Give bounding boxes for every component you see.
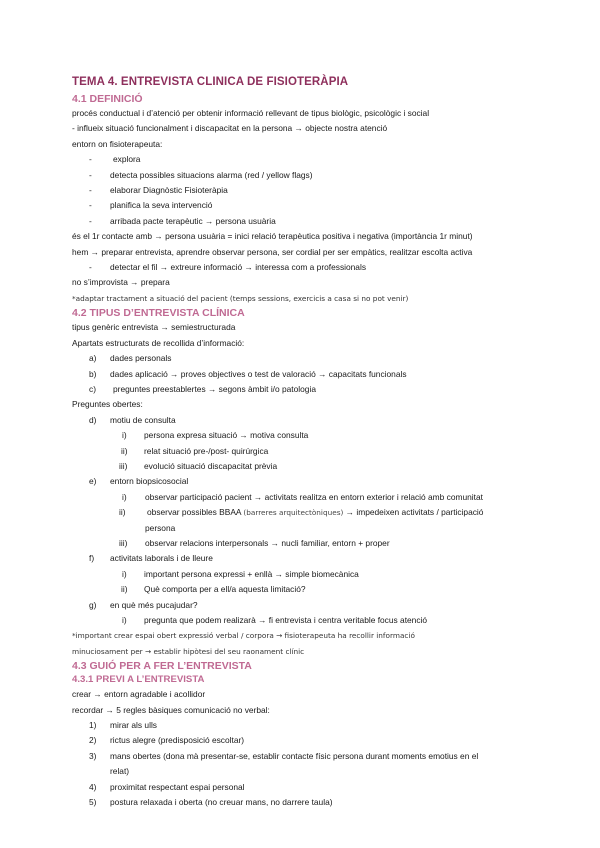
sub-list-item	[72, 613, 560, 628]
list-item-text: relat situació pre-/post- quirúrgica	[144, 445, 269, 456]
list-item	[72, 382, 560, 397]
list-item	[72, 718, 560, 733]
list-item-aside: (barreres arquitectòniques)	[243, 508, 344, 518]
list-item	[72, 183, 560, 198]
list-item-text: motiu de consulta	[110, 414, 176, 425]
list-item-text: rictus alegre (predisposició escoltar)	[110, 735, 245, 746]
list-marker: d)	[89, 414, 97, 425]
list-marker: 5)	[89, 797, 97, 808]
list-marker: e)	[89, 476, 97, 487]
list-marker: i)	[122, 568, 127, 579]
list-marker: ii)	[121, 445, 128, 456]
list-item-text: dades aplicació → proves objectives o test de valoració → capacitats funcionals	[110, 368, 407, 379]
list-marker: -	[89, 262, 92, 273]
sub-list-item	[72, 505, 560, 520]
list-item	[72, 168, 560, 183]
list-item-text: dades personals	[110, 353, 172, 364]
list-item-text: proximitat respectant espai personal	[110, 781, 245, 792]
list-item	[72, 598, 560, 613]
subsection-heading-previ: 4.3.1 PREVI A L’ENTREVISTA	[72, 674, 205, 686]
list-item-text: postura relaxada i oberta (no creuar mans, no darrere taula)	[110, 797, 333, 808]
list-item-text: detectar el fil → extreure informació → interessa com a professionals	[110, 262, 367, 273]
text-line: entorn on fisioterapeuta:	[72, 138, 163, 149]
list-item	[72, 413, 560, 428]
list-marker: -	[89, 200, 92, 211]
list-marker: iii)	[119, 460, 128, 471]
list-item-text: entorn biopsicosocial	[110, 476, 189, 487]
list-item-text: observar relacions interpersonals → nucli familiar, entorn + proper	[145, 537, 390, 548]
list-item-text: mirar als ulls	[110, 720, 157, 731]
list-item-text: explora	[113, 154, 141, 165]
list-item-text: pregunta que podem realizarà → fi entrevista i centra veritable focus atenció	[144, 615, 428, 625]
sub-list-item	[72, 567, 560, 582]
handwritten-note: minuciosament per → establir hipòtesi del seu raonament clínic	[72, 646, 305, 656]
list-marker: f)	[89, 553, 95, 564]
sub-list-item-continuation: persona	[145, 522, 176, 533]
list-item-continuation	[72, 764, 560, 779]
list-item	[72, 367, 560, 382]
list-item-text: arribada pacte terapèutic → persona usuària	[110, 215, 276, 226]
sub-list-item	[72, 459, 560, 474]
text-line: hem → preparar entrevista, aprendre observar persona, ser cordial per ser empàtics, realitzar escolta activa	[72, 246, 473, 257]
text-line: Preguntes obertes:	[72, 399, 143, 410]
text-line: recordar → 5 regles bàsiques comunicació no verbal:	[72, 704, 270, 715]
list-marker: ii)	[119, 507, 126, 518]
text-line: no s’improvista → prepara	[72, 277, 170, 288]
list-marker: c)	[89, 383, 96, 394]
list-marker: iii)	[119, 537, 128, 548]
list-item	[72, 780, 560, 795]
list-item-text: observar participació pacient → activitats realitza en entorn exterior i relació amb comunitat	[145, 491, 483, 502]
list-item-text: Què comporta per a ell/a aquesta limitació?	[144, 584, 306, 595]
list-marker: -	[89, 185, 92, 196]
list-marker: -	[89, 154, 92, 165]
list-item	[72, 198, 560, 213]
text-line: procés conductual i d’atenció per obtenir informació rellevant de tipus biològic, psicològic i social	[72, 108, 430, 118]
list-marker: ii)	[121, 584, 128, 595]
text-line: crear → entorn agradable i acollidor	[72, 689, 206, 700]
list-marker: -	[89, 169, 92, 180]
list-item	[72, 551, 560, 566]
list-item	[72, 351, 560, 366]
list-item-text: planifica la seva intervenció	[110, 200, 213, 211]
list-item-text: mans obertes (dona mà presentar-se, establir contacte físic persona durant moments emotius en el	[110, 750, 479, 761]
section-heading-tipus: 4.2 TIPUS D’ENTREVISTA CLÍNICA	[72, 307, 245, 320]
list-marker: 3)	[89, 750, 97, 761]
handwritten-note: *important crear espai obert expressió verbal / corpora → fisioterapeuta ha recollir informació	[72, 631, 415, 641]
sub-list-item	[72, 490, 560, 505]
list-item-text: elaborar Diagnòstic Fisioteràpia	[110, 185, 228, 196]
list-item-text: activitats laborals i de lleure	[110, 553, 213, 564]
section-heading-definicio: 4.1 DEFINICIÓ	[72, 93, 143, 105]
list-item-text: relat)	[110, 766, 130, 777]
list-marker: 4)	[89, 781, 97, 792]
handwritten-note: *adaptar tractament a situació del pacient (temps sessions, exercicis a casa si no pot venir)	[72, 293, 409, 303]
list-item-text: en què més pucajudar?	[110, 599, 198, 610]
text-line: és el 1r contacte amb → persona usuària = inici relació terapèutica positiva i negativa (importància 1r minut)	[72, 231, 473, 242]
list-marker: 1)	[89, 720, 97, 731]
list-item-text: observar possibles BBAA	[147, 507, 242, 518]
list-marker: i)	[122, 430, 127, 441]
list-item	[72, 214, 560, 229]
text-line: tipus genèric entrevista → semiestructurada	[72, 322, 236, 333]
list-item-text: preguntes preestablertes → segons àmbit i/o patologia	[113, 383, 316, 394]
sub-list-item	[72, 582, 560, 597]
list-item-text: important persona expressi + enllà → simple biomecànica	[144, 568, 359, 579]
list-item	[72, 733, 560, 748]
list-item	[72, 260, 560, 275]
list-item-text: → impedeixen activitats / participació	[345, 507, 484, 518]
list-marker: -	[89, 215, 92, 226]
list-marker: 2)	[89, 735, 97, 746]
list-item	[72, 474, 560, 489]
list-marker: i)	[122, 615, 127, 625]
list-item	[72, 795, 560, 810]
sub-list-item	[72, 536, 560, 551]
list-item	[72, 152, 560, 167]
document-page	[72, 76, 560, 810]
document-title: TEMA 4. ENTREVISTA CLINICA DE FISIOTERÀPIA	[72, 76, 349, 88]
text-line: - influeix situació funcionalment i discapacitat en la persona → objecte nostra atenció	[72, 123, 388, 134]
text-line: Apartats estructurats de recollida d’informació:	[72, 337, 245, 348]
list-item-text: detecta possibles situacions alarma (red / yellow flags)	[110, 169, 313, 180]
list-marker: i)	[122, 491, 127, 502]
list-marker: g)	[89, 599, 97, 610]
list-item-text: evolució situació discapacitat prèvia	[144, 460, 278, 471]
sub-list-item	[72, 444, 560, 459]
sub-list-item	[72, 428, 560, 443]
section-heading-guio: 4.3 GUIÓ PER A FER L’ENTREVISTA	[72, 660, 252, 673]
list-marker: b)	[89, 368, 97, 379]
list-item	[72, 749, 560, 764]
list-marker: a)	[89, 353, 97, 364]
list-item-text: persona expresa situació → motiva consulta	[144, 430, 309, 441]
